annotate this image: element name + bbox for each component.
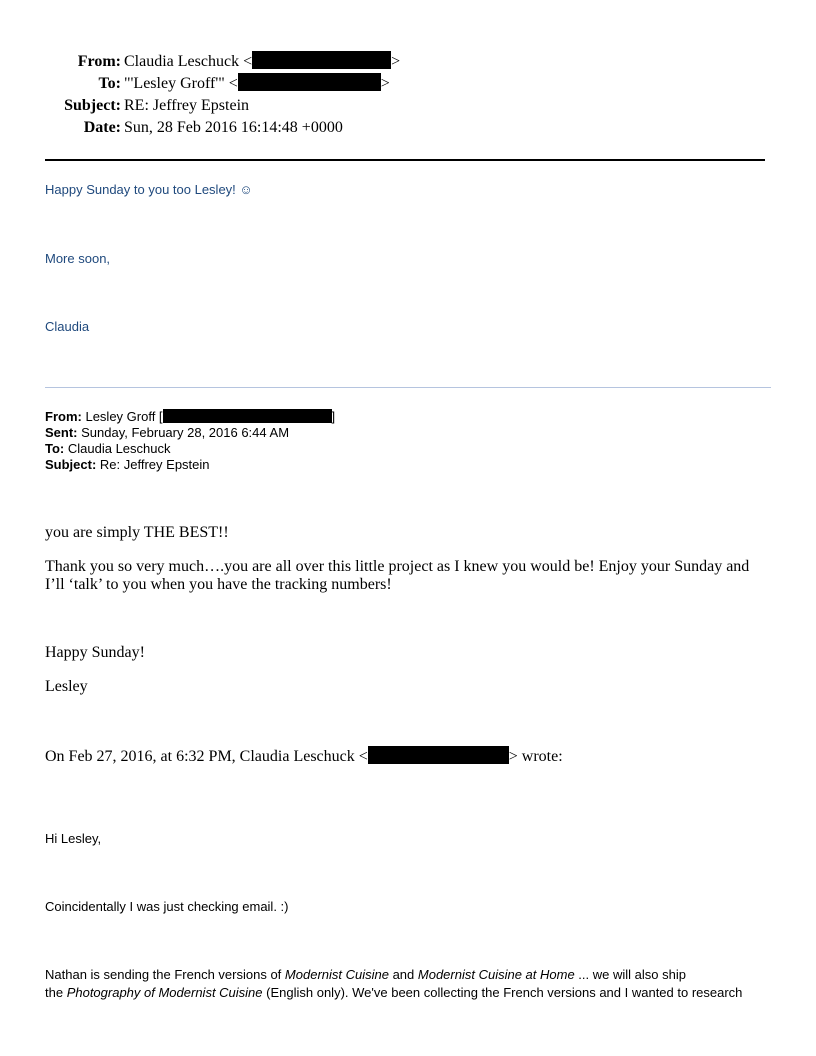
quoted-paragraph-2-line-2: I’ll ‘talk’ to you when you have the tracking numbers! [45, 576, 392, 593]
quoted-signature: Lesley [45, 678, 88, 695]
header-subject-value: RE: Jeffrey Epstein [124, 97, 250, 114]
redaction-box [368, 746, 509, 764]
quoted-subject-row [45, 457, 210, 473]
quote-divider [45, 387, 771, 388]
quoted-from-label: From: [45, 409, 82, 424]
nested-line-1: Coincidentally I was just checking email. :) [45, 899, 289, 914]
header-to-value[interactable]: "'Lesley Groff'" < > [124, 75, 390, 92]
header-subject-label: Subject: [64, 97, 121, 114]
nested-greeting: Hi Lesley, [45, 831, 102, 846]
redaction-box [163, 409, 332, 423]
reply-line-more-soon: More soon, [45, 251, 111, 266]
book-title: Photography of Modernist Cuisine [66, 985, 263, 1000]
quoted-to-row [45, 441, 171, 457]
quoted-sent-value: Sunday, February 28, 2016 6:44 AM [81, 425, 290, 440]
redaction-box [238, 73, 381, 91]
nested-line-3: the Photography of Modernist Cuisine (English only). We've been collecting the French versions and I wanted to research [45, 985, 743, 1000]
quoted-paragraph-3: Happy Sunday! [45, 644, 145, 661]
quoted-to-label: To: [45, 441, 65, 456]
header-from-value[interactable]: Claudia Leschuck < > [124, 53, 401, 70]
book-title: Modernist Cuisine at Home [417, 967, 575, 982]
header-from-label: From: [77, 53, 121, 70]
quoted-subject-value: Re: Jeffrey Epstein [99, 457, 210, 472]
attribution-line: On Feb 27, 2016, at 6:32 PM, Claudia Leschuck < > wrote: [45, 748, 563, 765]
quoted-from-value[interactable]: Lesley Groff [ ] [85, 409, 336, 424]
book-title: Modernist Cuisine [284, 967, 389, 982]
header-divider [45, 159, 765, 161]
header-date-label: Date: [83, 119, 121, 136]
quoted-sent-label: Sent: [45, 425, 78, 440]
header-to-label: To: [98, 75, 121, 92]
redaction-box [252, 51, 391, 69]
nested-line-2: Nathan is sending the French versions of Modernist Cuisine and Modernist Cuisine at Home ... we will also ship [45, 967, 686, 982]
reply-line-greeting: Happy Sunday to you too Lesley! ☺ [45, 182, 253, 197]
reply-signature: Claudia [45, 319, 90, 334]
header-date-value: Sun, 28 Feb 2016 16:14:48 +0000 [124, 119, 343, 136]
quoted-subject-label: Subject: [45, 457, 97, 472]
quoted-paragraph-1: you are simply THE BEST!! [45, 524, 229, 541]
quoted-from-row [45, 409, 335, 425]
quoted-sent-row [45, 425, 289, 441]
quoted-to-value[interactable]: Claudia Leschuck [67, 441, 171, 456]
quoted-paragraph-2-line-1: Thank you so very much….you are all over this little project as I knew you would be! Enjoy your Sunday and [45, 558, 750, 575]
